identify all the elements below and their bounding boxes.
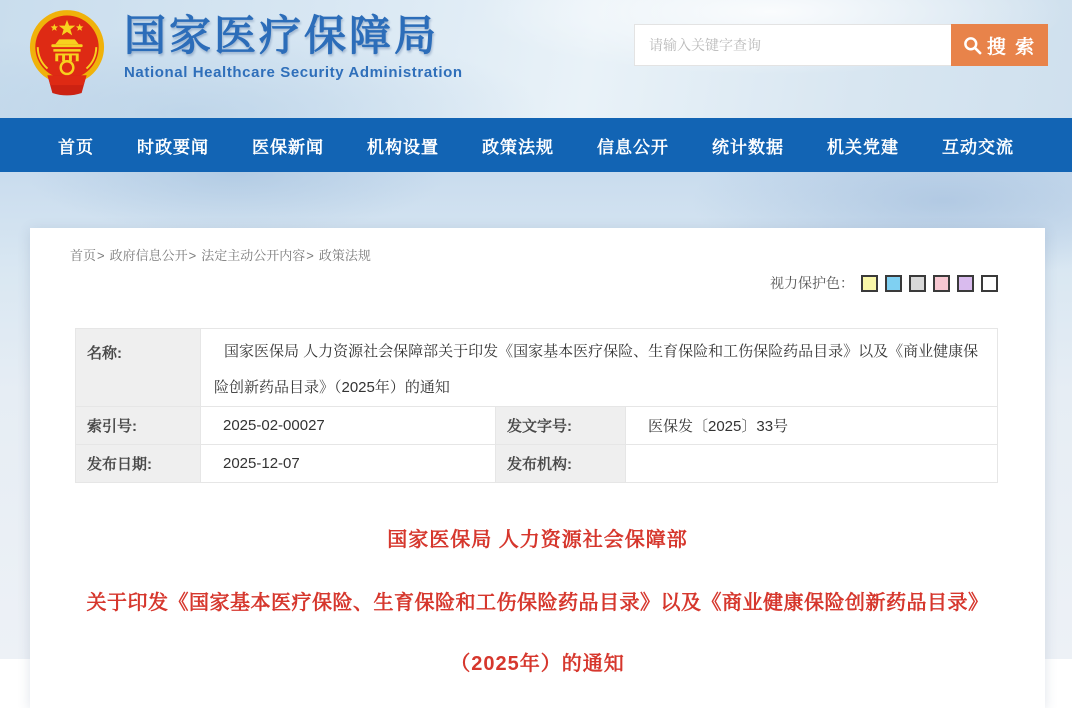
- nav-item-home[interactable]: 首页: [58, 137, 94, 157]
- content-card: [30, 228, 1045, 708]
- breadcrumb-home[interactable]: 首页: [70, 248, 97, 263]
- document-title-line3: （2025年）的通知: [450, 653, 625, 675]
- breadcrumb-separator: >: [306, 248, 314, 263]
- table-row: [76, 445, 998, 483]
- nav-item-interaction[interactable]: 互动交流: [942, 137, 1014, 157]
- site-subtitle: National Healthcare Security Administration: [124, 64, 463, 81]
- nav-item-organization[interactable]: 机构设置: [367, 137, 439, 157]
- eye-color-swatch-pink[interactable]: [933, 275, 950, 292]
- meta-index-label: 索引号:: [76, 407, 201, 445]
- nav-item-party-building[interactable]: 机关党建: [827, 137, 899, 157]
- meta-publish-date-value: 2025-12-07: [201, 445, 496, 483]
- meta-name-label: 名称:: [76, 329, 201, 407]
- nav-item-medical-news[interactable]: 医保新闻: [252, 137, 324, 157]
- meta-publish-org-label: 发布机构:: [496, 445, 626, 483]
- meta-publish-org-value: [626, 445, 998, 483]
- nav-item-current-politics[interactable]: 时政要闻: [137, 137, 209, 157]
- document-title-line2: 关于印发《国家基本医疗保险、生育保险和工伤保险药品目录》以及《商业健康保险创新药品目录》: [86, 592, 989, 614]
- national-emblem-logo: [28, 7, 106, 97]
- meta-publish-date-label: 发布日期:: [76, 445, 201, 483]
- document-title-line1: 国家医保局 人力资源社会保障部: [387, 529, 688, 551]
- meta-doc-number-label: 发文字号:: [496, 407, 626, 445]
- site-header: [0, 0, 1072, 118]
- meta-doc-number-value: 医保发〔2025〕33号: [626, 407, 998, 445]
- document-title: [30, 523, 1045, 676]
- eye-protection-label: 视力保护色：: [770, 275, 854, 291]
- site-title: 国家医疗保障局: [124, 12, 440, 59]
- search-box: [634, 24, 1048, 66]
- breadcrumb-statutory-disclosure[interactable]: 法定主动公开内容: [201, 248, 306, 263]
- eye-color-swatch-yellow[interactable]: [861, 275, 878, 292]
- eye-color-swatch-blue[interactable]: [885, 275, 902, 292]
- table-row: [76, 407, 998, 445]
- meta-index-value: 2025-02-00027: [201, 407, 496, 445]
- breadcrumb-gov-info[interactable]: 政府信息公开: [109, 248, 188, 263]
- main-nav: [0, 118, 1072, 172]
- eye-color-swatch-purple[interactable]: [957, 275, 974, 292]
- search-button-label: 搜 索: [986, 36, 1037, 58]
- breadcrumb-separator: >: [188, 248, 197, 263]
- nav-item-policy-regulations[interactable]: 政策法规: [482, 137, 554, 157]
- breadcrumb: [70, 245, 371, 264]
- site-title-block: [124, 13, 463, 81]
- eye-color-swatch-white[interactable]: [981, 275, 998, 292]
- meta-name-value: 国家医保局 人力资源社会保障部关于印发《国家基本医疗保险、生育保险和工伤保险药品目录》以及《商业健康保险创新药品目录》（2025年）的通知: [201, 329, 998, 407]
- breadcrumb-separator: >: [97, 248, 105, 263]
- eye-protection-row: [770, 273, 998, 293]
- document-meta-table: [75, 328, 998, 483]
- table-row: [76, 329, 998, 407]
- eye-color-swatch-gray[interactable]: [909, 275, 926, 292]
- search-input[interactable]: [634, 24, 951, 66]
- content-background: [0, 172, 1072, 675]
- breadcrumb-policy[interactable]: 政策法规: [318, 248, 371, 263]
- nav-item-statistics[interactable]: 统计数据: [712, 137, 784, 157]
- nav-item-info-disclosure[interactable]: 信息公开: [597, 137, 669, 157]
- search-button[interactable]: [951, 24, 1048, 66]
- search-icon: [963, 36, 982, 55]
